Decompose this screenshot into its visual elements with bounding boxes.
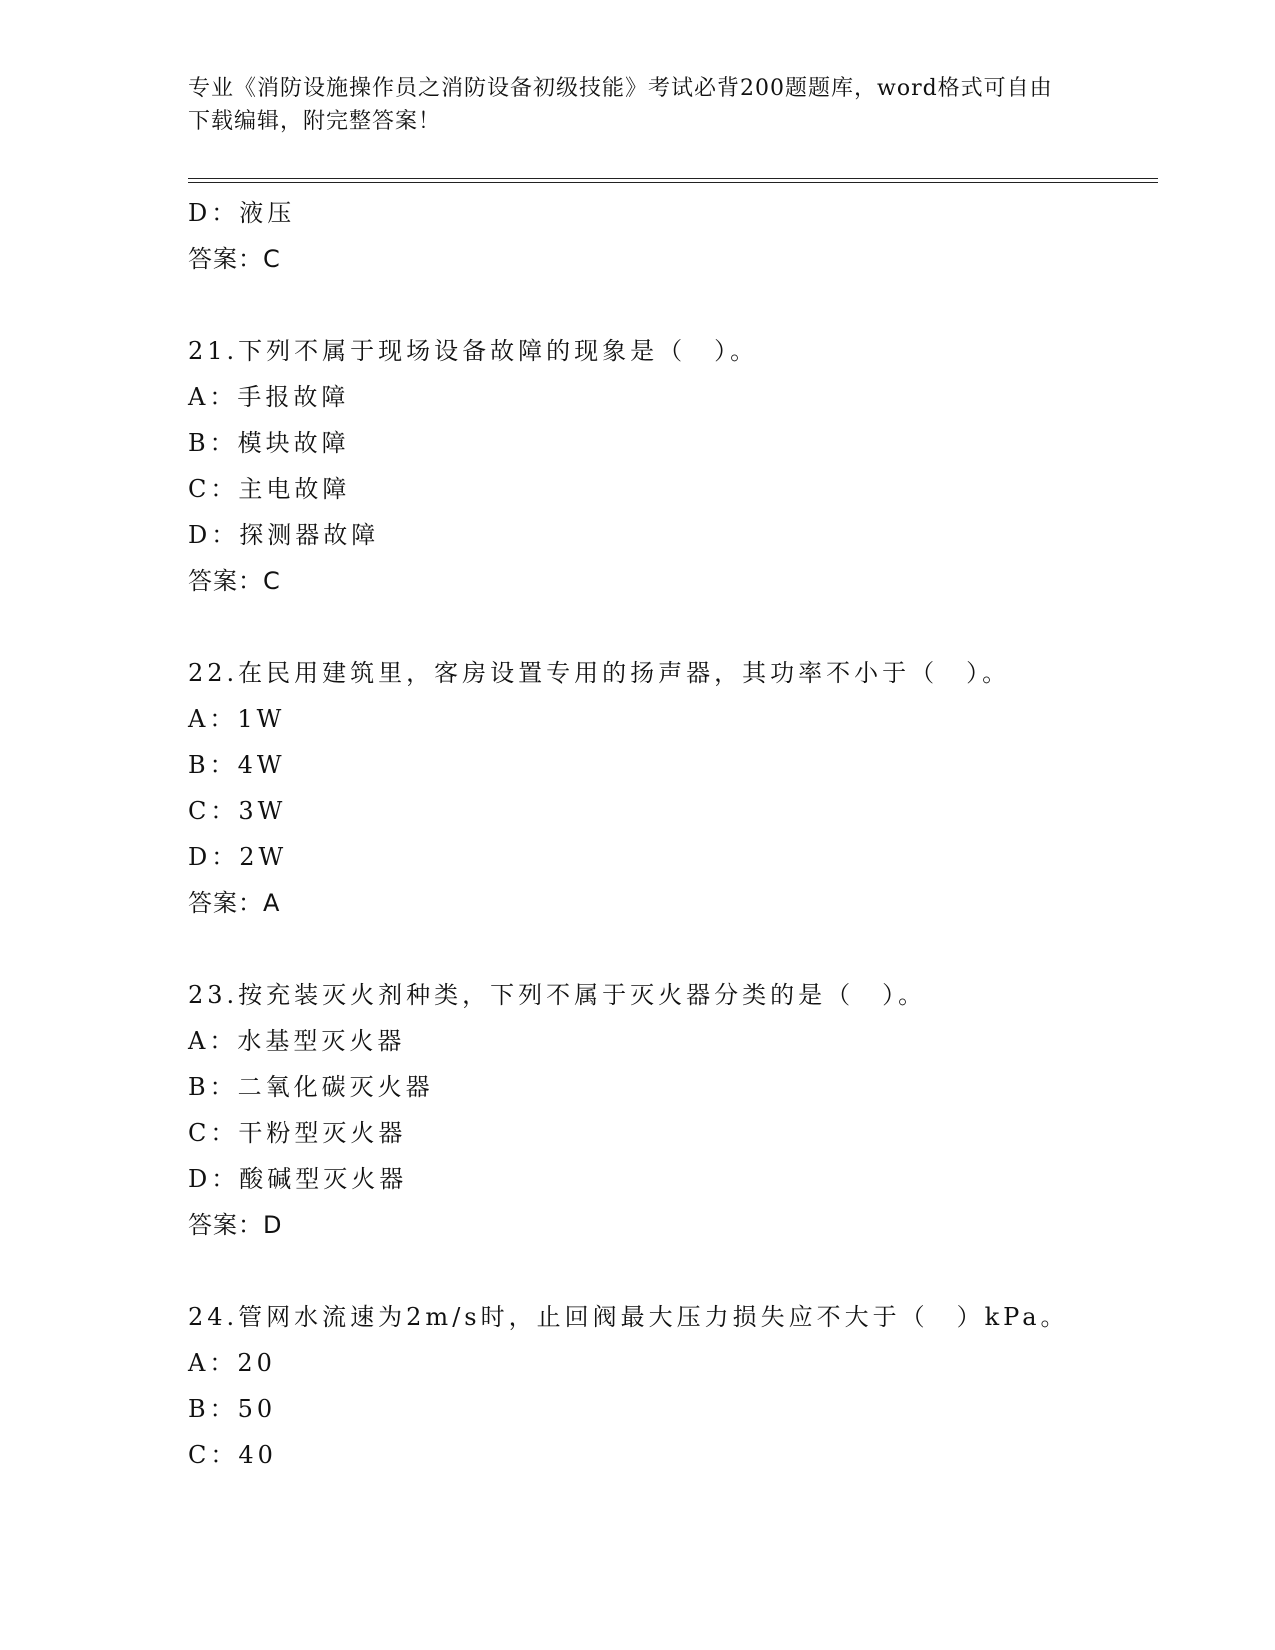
answer-line: 答案：A bbox=[188, 889, 281, 917]
option-d: D：液压 bbox=[188, 199, 296, 227]
answer-line: 答案：C bbox=[188, 245, 281, 273]
question-23 bbox=[188, 972, 1158, 1248]
option-a: A：1W bbox=[188, 705, 286, 733]
question-stem: 24.管网水流速为2m/s时，止回阀最大压力损失应不大于（ ）kPa。 bbox=[188, 1303, 1069, 1331]
option-a: A：20 bbox=[188, 1349, 276, 1377]
document-header: 专业《消防设施操作员之消防设备初级技能》考试必背200题题库，word格式可自由下载编辑，附完整答案！ bbox=[188, 76, 1053, 134]
option-d: D：探测器故障 bbox=[188, 521, 380, 549]
question-22 bbox=[188, 650, 1158, 926]
option-d: D：2W bbox=[188, 843, 288, 871]
option-c: C：主电故障 bbox=[188, 475, 351, 503]
question-fragment bbox=[188, 190, 1158, 282]
option-a: A：手报故障 bbox=[188, 383, 350, 411]
option-c: C：干粉型灭火器 bbox=[188, 1119, 407, 1147]
answer-line: 答案：C bbox=[188, 567, 281, 595]
question-24 bbox=[188, 1294, 1158, 1478]
question-21 bbox=[188, 328, 1158, 604]
option-b: B：模块故障 bbox=[188, 429, 350, 457]
option-d: D：酸碱型灭火器 bbox=[188, 1165, 408, 1193]
option-c: C：3W bbox=[188, 797, 287, 825]
question-stem: 23.按充装灭火剂种类，下列不属于灭火器分类的是（ ）。 bbox=[188, 981, 927, 1009]
header-divider bbox=[188, 178, 1158, 183]
answer-line: 答案：D bbox=[188, 1211, 283, 1239]
option-b: B：4W bbox=[188, 751, 286, 779]
option-b: B：二氧化碳灭火器 bbox=[188, 1073, 434, 1101]
option-b: B：50 bbox=[188, 1395, 277, 1423]
question-stem: 22.在民用建筑里，客房设置专用的扬声器，其功率不小于（ ）。 bbox=[188, 659, 1011, 687]
option-a: A：水基型灭火器 bbox=[188, 1027, 406, 1055]
option-c: C：40 bbox=[188, 1441, 277, 1469]
question-stem: 21.下列不属于现场设备故障的现象是（ ）。 bbox=[188, 337, 759, 365]
question-list bbox=[188, 190, 1158, 1478]
